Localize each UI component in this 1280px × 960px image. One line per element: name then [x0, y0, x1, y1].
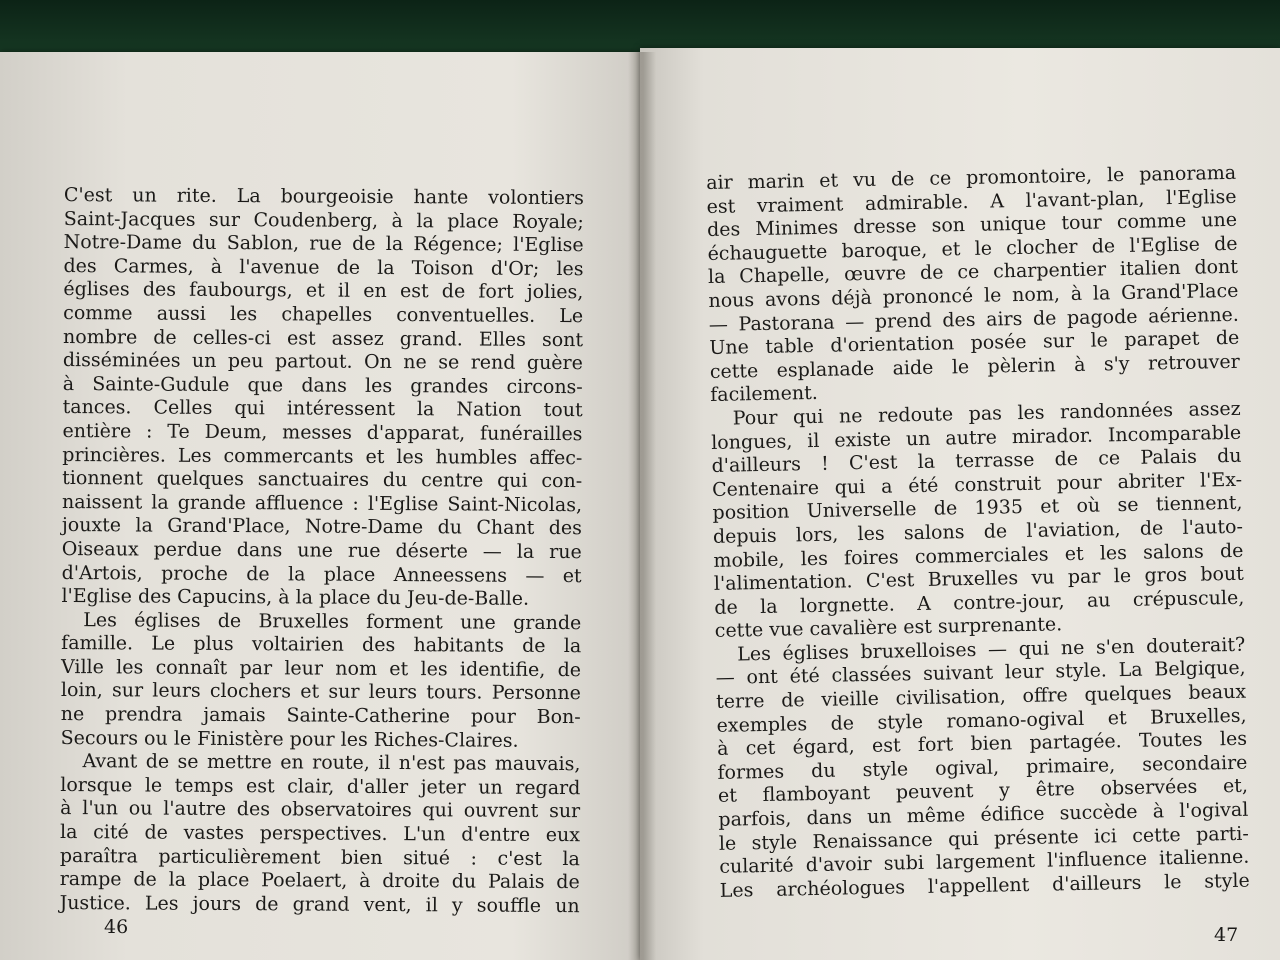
- text-line: parfois, dans un même édifice succède à l'ogival: [718, 798, 1249, 831]
- text-line: entière : Te Deum, messes d'apparat, funérailles: [62, 419, 583, 446]
- text-line: princières. Les commercants et les humbles affec-: [62, 443, 583, 469]
- text-line: cette vue cavalière est surprenante.: [714, 613, 1063, 643]
- text-line: Notre-Dame du Sablon, rue de la Régence; l'Eglise: [63, 231, 584, 257]
- text-line: Centenaire qui a été construit pour abriter l'Ex-: [711, 468, 1243, 501]
- text-line: tionnent quelques sanctuaires du centre qui con-: [62, 467, 583, 493]
- text-line: échauguette baroque, et le clocher de l'Eglise de: [707, 232, 1238, 265]
- text-line: terre de vieille civilisation, offre quelques beaux: [715, 680, 1247, 713]
- text-line: formes du style ogival, primaire, secondaire: [717, 751, 1248, 784]
- text-line: Secours ou le Finistère pour les Riches-Claires.: [60, 726, 519, 752]
- text-line: Justice. Les jours de grand vent, il y souffle un: [59, 891, 580, 917]
- text-line: jouxte la Grand'Place, Notre-Dame du Chant des: [61, 514, 582, 540]
- text-line: à Sainte-Gudule que dans les grandes circons-: [62, 372, 583, 398]
- text-line: exemples de style romano-ogival et Bruxelles,: [716, 704, 1247, 737]
- text-line: mobile, les foires commerciales et les salons de: [713, 539, 1244, 572]
- text-line: facilement.: [710, 382, 819, 407]
- text-line: famille. Le plus voltairien des habitants de la: [61, 632, 582, 658]
- text-line: naissent la grande affluence : l'Eglise Saint-Nicolas,: [61, 490, 583, 516]
- text-line: et flamboyant peuvent y être observées et,: [717, 775, 1249, 808]
- text-line: tances. Celles qui intéressent la Nation tout: [62, 396, 583, 422]
- text-line: l'alimentation. C'est Bruxelles vu par le gros bout: [713, 562, 1245, 596]
- book-gutter: [628, 52, 656, 960]
- text-line: des Minimes dresse son unique tour comme une: [706, 209, 1238, 242]
- text-line: de la lorgnette. A contre-jour, au crépuscule,: [714, 586, 1245, 619]
- text-line: lorsque le temps est clair, d'aller jeter un regard: [60, 773, 581, 800]
- right-page-number: 47: [1214, 924, 1239, 946]
- text-line: paraîtra particulièrement bien situé : c'est la: [59, 844, 580, 870]
- text-line: loin, sur leurs clochers et sur leurs tours. Personne: [60, 679, 581, 705]
- text-line: Pour qui ne redoute pas les randonnées assez: [732, 397, 1241, 430]
- text-line: à cet égard, est fort bien partagée. Toutes les: [716, 727, 1248, 761]
- text-line: Une table d'orientation posée sur le parapet de: [709, 326, 1240, 360]
- text-line: cularité d'avoir subi largement l'influence italienne.: [719, 845, 1250, 879]
- left-page-text: [60, 184, 584, 919]
- text-line: rampe de la place Poelaert, à droite du Palais de: [59, 868, 580, 894]
- text-line: air marin et vu de ce promontoire, le panorama: [706, 161, 1237, 194]
- text-line: d'ailleurs ! C'est la terrasse de ce Palais du: [711, 444, 1242, 478]
- text-line: nombre de celles-ci est assez grand. Elles sont: [63, 325, 584, 351]
- text-line: depuis lors, les salons de l'aviation, de l'auto-: [712, 515, 1244, 548]
- text-line: C'est un rite. La bourgeoisie hante volontiers: [63, 184, 584, 210]
- text-line: position Universelle de 1935 et où se tiennent,: [712, 492, 1243, 525]
- text-line: — ont été classées suivant leur style. La Belgique,: [715, 657, 1246, 690]
- text-line: Avant de se mettre en route, il n'est pas mauvais,: [82, 750, 581, 776]
- text-line: la cité de vastes perspectives. L'un d'entre eux: [59, 821, 581, 847]
- text-line: disséminées un peu partout. On ne se rend guère: [62, 349, 583, 375]
- text-line: nous avons déjà prononcé le nom, à la Grand'Place: [708, 279, 1239, 312]
- text-line: églises des faubourgs, et il en est de fort jolies,: [63, 278, 584, 304]
- text-line: longues, il existe un autre mirador. Incomparable: [710, 421, 1242, 454]
- text-line: Ville les connaît par leur nom et les identifie, de: [60, 655, 582, 682]
- right-page-text: [706, 162, 1250, 903]
- text-line: Oiseaux perdue dans une rue déserte — la rue: [61, 537, 582, 564]
- text-line: la Chapelle, œuvre de ce charpentier italien dont: [707, 256, 1239, 289]
- text-line: ne prendra jamais Sainte-Catherine pour Bon-: [60, 703, 581, 729]
- text-line: d'Artois, proche de la place Anneessens — et: [61, 561, 582, 587]
- text-line: comme aussi les chapelles conventuelles. Le: [63, 301, 584, 328]
- text-line: des Carmes, à l'avenue de la Toison d'Or; les: [63, 254, 584, 280]
- left-page-number: 46: [104, 916, 129, 938]
- text-line: Les églises de Bruxelles forment une grande: [83, 608, 582, 634]
- text-line: cette esplanade aide le pèlerin à s'y retrouver: [709, 350, 1240, 383]
- text-line: l'Eglise des Capucins, à la place du Jeu-de-Balle.: [61, 585, 530, 610]
- text-line: le style Renaissance qui présente ici cette parti-: [718, 822, 1250, 855]
- text-line: — Pastorana — prend des airs de pagode aérienne.: [708, 303, 1240, 336]
- text-line: Les églises bruxelloises — qui ne s'en douterait?: [737, 633, 1246, 666]
- text-line: Les archéologues l'appellent d'ailleurs le style: [719, 869, 1250, 902]
- text-line: Saint-Jacques sur Coudenberg, à la place Royale;: [63, 207, 584, 233]
- text-line: est vraiment admirable. A l'avant-plan, l'Eglise: [706, 185, 1237, 218]
- text-line: à l'un ou l'autre des observatoires qui ouvrent sur: [60, 797, 581, 823]
